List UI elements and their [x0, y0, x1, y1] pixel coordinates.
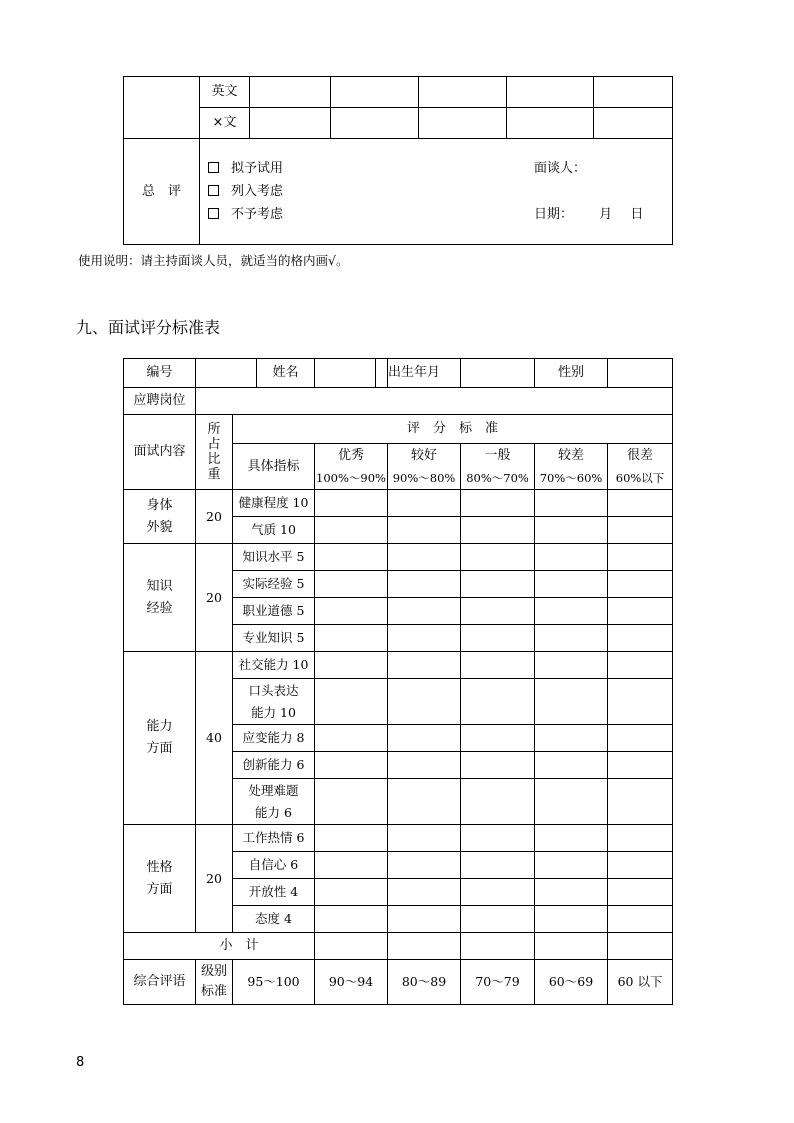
summary-range: 60 以下	[608, 960, 673, 1005]
name-label: 姓名	[272, 365, 299, 380]
indicator-label: 具体指标	[233, 444, 315, 490]
score-cell[interactable]	[535, 544, 608, 571]
subtotal-cell[interactable]	[461, 933, 535, 960]
gender-label: 性别	[558, 365, 585, 380]
weight-label: 所占比重	[196, 415, 233, 490]
score-cell[interactable]	[315, 490, 388, 517]
position-label: 应聘岗位	[124, 388, 196, 415]
cell[interactable]	[331, 108, 419, 139]
subtotal-cell[interactable]	[388, 933, 461, 960]
score-cell[interactable]	[315, 625, 388, 652]
indicator-item: 专业知识 5	[233, 625, 315, 652]
score-cell[interactable]	[315, 571, 388, 598]
score-cell[interactable]	[535, 625, 608, 652]
score-cell[interactable]	[315, 879, 388, 906]
score-cell[interactable]	[608, 879, 673, 906]
summary-range: 90～94	[315, 960, 388, 1005]
name-value[interactable]	[315, 359, 376, 387]
score-cell[interactable]	[388, 852, 461, 879]
score-cell[interactable]	[315, 725, 388, 752]
score-cell[interactable]	[608, 852, 673, 879]
score-cell[interactable]	[461, 544, 535, 571]
indicator-item: 社交能力 10	[233, 652, 315, 679]
indicator-item: 态度 4	[233, 906, 315, 933]
score-cell[interactable]	[608, 679, 673, 725]
group-weight: 20	[196, 825, 233, 933]
score-cell[interactable]	[608, 779, 673, 825]
indicator-item: 自信心 6	[233, 852, 315, 879]
cell[interactable]	[507, 77, 594, 108]
score-cell[interactable]	[535, 825, 608, 852]
score-cell[interactable]	[315, 544, 388, 571]
gender-value[interactable]	[608, 359, 673, 388]
score-cell[interactable]	[315, 517, 388, 544]
group-weight: 20	[196, 490, 233, 544]
score-cell[interactable]	[388, 598, 461, 625]
score-cell[interactable]	[315, 598, 388, 625]
level-poor: 较差 70%～60%	[535, 444, 608, 490]
group-weight: 20	[196, 544, 233, 652]
score-cell[interactable]	[461, 598, 535, 625]
score-cell[interactable]	[535, 571, 608, 598]
score-cell[interactable]	[388, 625, 461, 652]
number-value[interactable]	[196, 359, 257, 387]
indicator-item: 职业道德 5	[233, 598, 315, 625]
cell[interactable]	[419, 77, 507, 108]
score-table	[123, 358, 673, 1005]
score-cell[interactable]	[388, 906, 461, 933]
score-cell[interactable]	[608, 571, 673, 598]
score-cell[interactable]	[461, 679, 535, 725]
score-cell[interactable]	[608, 752, 673, 779]
score-cell[interactable]	[608, 725, 673, 752]
summary-range: 60～69	[535, 960, 608, 1005]
cell[interactable]	[507, 108, 594, 139]
checkbox-icon[interactable]	[208, 208, 219, 219]
number-name-cell	[196, 359, 315, 388]
score-cell[interactable]	[315, 779, 388, 825]
score-cell[interactable]	[535, 906, 608, 933]
level-excellent: 优秀 100%～90%	[315, 444, 388, 490]
score-cell[interactable]	[461, 725, 535, 752]
score-cell[interactable]	[315, 679, 388, 725]
number-label: 编号	[124, 359, 196, 388]
score-cell[interactable]	[608, 517, 673, 544]
level-good: 较好 90%～80%	[388, 444, 461, 490]
score-cell[interactable]	[461, 852, 535, 879]
score-cell[interactable]	[535, 598, 608, 625]
level-average: 一般 80%～70%	[461, 444, 535, 490]
score-cell[interactable]	[461, 879, 535, 906]
group-label: 性格 方面	[124, 825, 196, 933]
score-cell[interactable]	[388, 571, 461, 598]
score-cell[interactable]	[535, 652, 608, 679]
subtotal-cell[interactable]	[608, 933, 673, 960]
subtotal-cell[interactable]	[535, 933, 608, 960]
birth-value[interactable]	[461, 359, 535, 387]
lang-english-label: 英文	[200, 77, 250, 108]
score-cell[interactable]	[608, 598, 673, 625]
score-cell[interactable]	[461, 752, 535, 779]
score-cell[interactable]	[388, 879, 461, 906]
option-trial[interactable]: 拟予试用 面谈人：	[208, 157, 664, 180]
score-cell[interactable]	[315, 652, 388, 679]
blank-cell	[124, 77, 200, 139]
name-birth-cell	[315, 359, 388, 388]
score-cell[interactable]	[388, 517, 461, 544]
overall-label: 总 评	[124, 139, 200, 245]
score-cell[interactable]	[461, 779, 535, 825]
score-cell[interactable]	[535, 517, 608, 544]
option-reject[interactable]: 不予考虑 日期： 月 日	[208, 203, 664, 226]
score-cell[interactable]	[535, 779, 608, 825]
score-cell[interactable]	[535, 852, 608, 879]
score-cell[interactable]	[535, 725, 608, 752]
score-cell[interactable]	[388, 825, 461, 852]
indicator-item: 处理难题 能力 6	[233, 779, 315, 825]
section-title: 九、面试评分标准表	[76, 318, 221, 337]
indicator-item: 口头表达 能力 10	[233, 679, 315, 725]
level-standard-label: 级别 标准	[196, 960, 233, 1005]
score-cell[interactable]	[608, 544, 673, 571]
cell[interactable]	[250, 77, 331, 108]
score-cell[interactable]	[535, 679, 608, 725]
score-cell[interactable]	[608, 825, 673, 852]
indicator-item: 工作热情 6	[233, 825, 315, 852]
cell[interactable]	[594, 77, 673, 108]
score-cell[interactable]	[461, 571, 535, 598]
summary-range: 80～89	[388, 960, 461, 1005]
score-cell[interactable]	[608, 490, 673, 517]
score-cell[interactable]	[388, 652, 461, 679]
standard-label: 评 分 标 准	[233, 415, 673, 444]
score-cell[interactable]	[461, 625, 535, 652]
indicator-item: 开放性 4	[233, 879, 315, 906]
usage-note: 使用说明：请主持面谈人员，就适当的格内画√。	[78, 253, 349, 268]
score-cell[interactable]	[461, 652, 535, 679]
group-label: 身体 外貌	[124, 490, 196, 544]
score-cell[interactable]	[388, 752, 461, 779]
indicator-item: 健康程度 10	[233, 490, 315, 517]
group-weight: 40	[196, 652, 233, 825]
subtotal-cell[interactable]	[315, 933, 388, 960]
position-value[interactable]	[196, 388, 673, 415]
top-table	[123, 76, 673, 245]
score-cell[interactable]	[315, 852, 388, 879]
score-cell[interactable]	[388, 544, 461, 571]
overall-options	[200, 139, 673, 245]
checkbox-icon[interactable]	[208, 185, 219, 196]
group-label: 能力 方面	[124, 652, 196, 825]
score-cell[interactable]	[461, 517, 535, 544]
group-label: 知识 经验	[124, 544, 196, 652]
subtotal-label: 小 计	[124, 933, 315, 960]
score-cell[interactable]	[535, 490, 608, 517]
birth-gender-cell	[461, 359, 608, 388]
score-cell[interactable]	[608, 625, 673, 652]
score-cell[interactable]	[608, 906, 673, 933]
score-cell[interactable]	[535, 879, 608, 906]
summary-label: 综合评语	[124, 960, 196, 1005]
score-cell[interactable]	[461, 825, 535, 852]
birth-label: 出生年月	[388, 359, 461, 388]
lang-other-label: ×文	[200, 108, 250, 139]
cell[interactable]	[331, 77, 419, 108]
indicator-item: 实际经验 5	[233, 571, 315, 598]
option-consider[interactable]: 列入考虑	[208, 180, 664, 203]
score-cell[interactable]	[388, 725, 461, 752]
score-cell[interactable]	[535, 752, 608, 779]
checkbox-icon[interactable]	[208, 162, 219, 173]
date-field: 日期： 月 日	[534, 207, 644, 222]
summary-range: 95～100	[233, 960, 315, 1005]
cell[interactable]	[419, 108, 507, 139]
score-cell[interactable]	[388, 779, 461, 825]
score-cell[interactable]	[388, 490, 461, 517]
score-cell[interactable]	[388, 679, 461, 725]
score-cell[interactable]	[315, 752, 388, 779]
level-very-poor: 很差 60%以下	[608, 444, 673, 490]
summary-range: 70～79	[461, 960, 535, 1005]
score-cell[interactable]	[461, 490, 535, 517]
interviewer-label: 面谈人：	[534, 161, 587, 176]
cell[interactable]	[250, 108, 331, 139]
indicator-item: 创新能力 6	[233, 752, 315, 779]
indicator-item: 知识水平 5	[233, 544, 315, 571]
score-cell[interactable]	[315, 906, 388, 933]
page-number: 8	[76, 1055, 85, 1070]
indicator-item: 气质 10	[233, 517, 315, 544]
score-cell[interactable]	[608, 652, 673, 679]
indicator-item: 应变能力 8	[233, 725, 315, 752]
content-label: 面试内容	[124, 415, 196, 490]
score-cell[interactable]	[315, 825, 388, 852]
cell[interactable]	[594, 108, 673, 139]
score-cell[interactable]	[461, 906, 535, 933]
